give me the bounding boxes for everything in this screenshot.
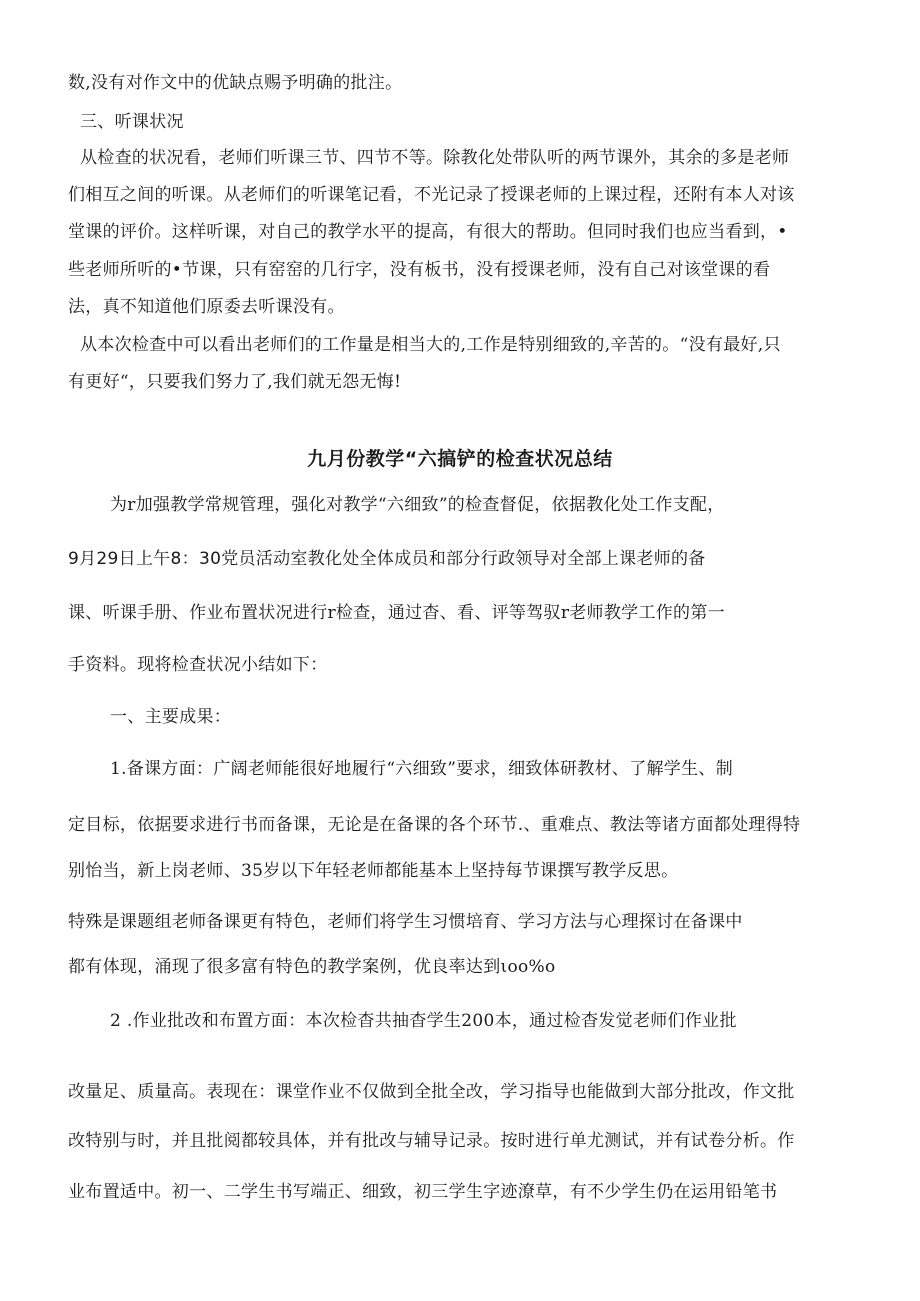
- text-line: 改量足、质量高。表现在：课堂作业不仅做到全批全改，学习指导也能做到大部分批改，作文批: [68, 1082, 795, 1102]
- text-line: 改特别与时，并且批阅都较具体，并有批改与辅导记录。按时进行单尤测试，并有试卷分析。作: [68, 1131, 795, 1151]
- text-line: 从检查的状况看，老师们听课三节、四节不等。除教化处带队听的两节课外，其余的多是老师: [80, 148, 790, 168]
- text-line: 定目标，依据要求进行书而备课，无论是在备课的各个环节.、重难点、教法等诸方面都处理得特: [68, 815, 801, 835]
- text-line: 为r加强教学常规管理，强化对教学“六细致”的检查督促，依据教化处工作支配，: [110, 495, 725, 515]
- document-title: 九月份教学“六搞铲的检查状况总结: [307, 448, 613, 470]
- text-line: 有更好“，只要我们努力了,我们就无怨无悔!: [68, 372, 402, 392]
- text-line: 法，真不知道他们原委去听课没有。: [68, 297, 345, 317]
- text-line: 手资料。现将检查状况小结如下：: [68, 655, 328, 675]
- text-line: 特殊是课题组老师备课更有特色，老师们将学生习惯培育、学习方法与心理探讨在备课中: [68, 912, 743, 932]
- text-line: 些老师所听的•节课，只有窑窑的几行字，没有板书，没有授课老师，没有自己对该堂课的看: [68, 260, 771, 280]
- text-line: 堂课的评价。这样听课，对自己的教学水平的提高，有很大的帮助。但同时我们也应当看到，•: [68, 222, 788, 242]
- text-line: 1.备课方面：广阔老师能很好地履行“六细致”要求，细致体研教材、了解学生、制: [110, 759, 733, 779]
- text-line: 都有体现，涌现了很多富有特色的教学案例，优良率达到ιoo%o: [68, 957, 556, 977]
- text-line: 9月29日上午8：30党员活动室教化处全体成员和部分行政领导对全部上课老师的备: [68, 549, 706, 569]
- text-line: 课、听课手册、作业布置状况进行r检查，通过杳、看、评等驾驭r老师教学工作的第一: [68, 603, 725, 623]
- text-line: 们相互之间的听课。从老师们的听课笔记看，不光记录了授课老师的上课过程，还附有本人对该: [68, 185, 795, 205]
- section-heading-listening: 三、听课状况: [80, 112, 184, 132]
- text-line: 别怡当，新上岗老师、35岁以下年轻老师都能基本上坚持每节课撰写教学反思。: [68, 861, 679, 881]
- text-line: 从本次检查中可以看出老师们的工作量是相当大的,工作是特别细致的,辛苦的。“没有最好,只: [80, 335, 781, 355]
- section-heading-achievements: 一、主要成果：: [110, 707, 232, 727]
- text-line: 业布置适中。初一、二学生书写端正、细致，初三学生字迹潦草，有不少学生仍在运用铅笔书: [68, 1182, 778, 1202]
- text-line: 数,没有对作文中的优缺点赐予明确的批注。: [68, 73, 403, 93]
- text-line: 2 .作业批改和布置方面：本次检杳共抽杳学生200本，通过检杳发觉老师们作业批: [110, 1011, 737, 1031]
